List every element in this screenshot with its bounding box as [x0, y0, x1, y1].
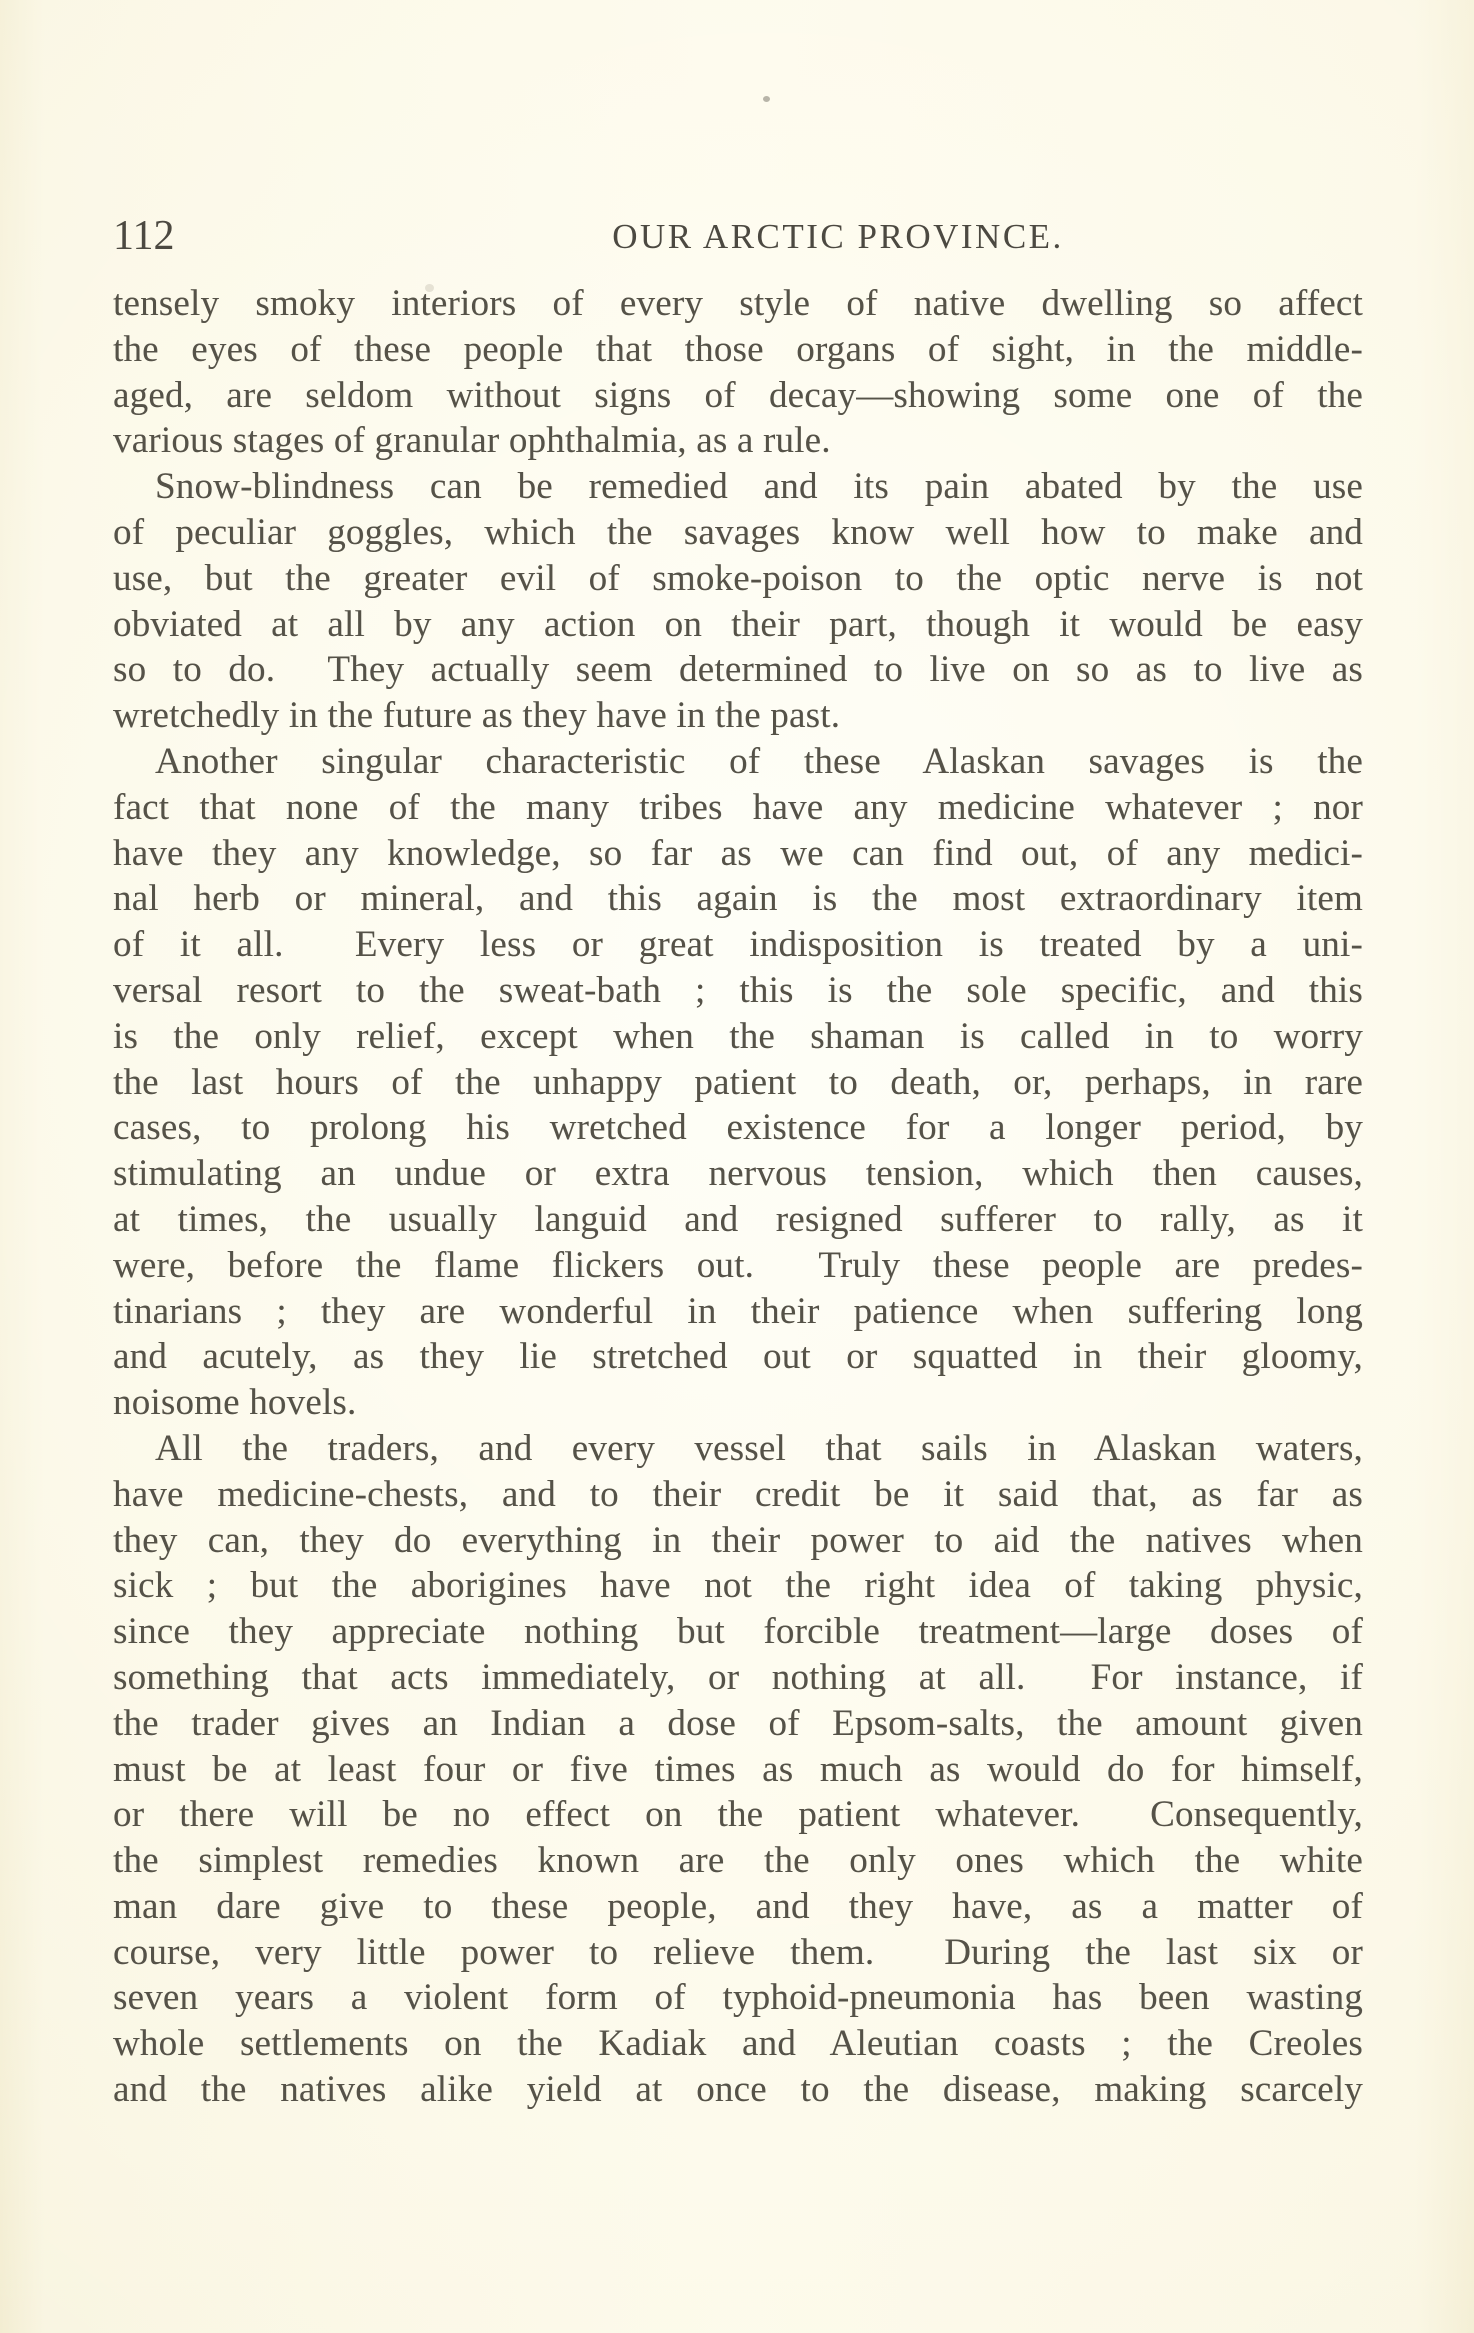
text-line: and acutely, as they lie stretched out or squatted in their gloomy, [113, 1336, 1363, 1378]
text-line: since they appreciate nothing but forcible treatment—large doses of [113, 1611, 1363, 1653]
text-line: various stages of granular ophthalmia, as a rule. [113, 420, 831, 462]
text-line: noisome hovels. [113, 1382, 357, 1424]
text-line: the trader gives an Indian a dose of Epsom-salts, the amount given [113, 1702, 1363, 1744]
text-line: Another singular characteristic of these Alaskan savages is the [155, 740, 1363, 782]
page-number: 112 [113, 213, 175, 259]
text-line: seven years a violent form of typhoid-pneumonia has been wasting [113, 1977, 1363, 2019]
text-line: whole settlements on the Kadiak and Aleutian coasts ; the Creoles [113, 2023, 1363, 2065]
text-line: they can, they do everything in their power to aid the natives when [113, 1519, 1363, 1561]
text-line: cases, to prolong his wretched existence for a longer period, by [113, 1107, 1363, 1149]
text-line: or there will be no effect on the patient whatever. Consequently, [113, 1794, 1363, 1836]
text-line: tinarians ; they are wonderful in their patience when suffering long [113, 1290, 1363, 1332]
text-line: so to do. They actually seem determined to live on so as to live as [113, 649, 1363, 691]
text-line: obviated at all by any action on their part, though it would be easy [113, 603, 1363, 645]
text-line: fact that none of the many tribes have any medicine whatever ; nor [113, 786, 1363, 828]
text-line: All the traders, and every vessel that sails in Alaskan waters, [155, 1427, 1363, 1469]
text-line: stimulating an undue or extra nervous tension, which then causes, [113, 1153, 1363, 1195]
text-block [113, 281, 1363, 2113]
running-title: OUR ARCTIC PROVINCE. [612, 217, 1064, 256]
text-line: of it all. Every less or great indisposition is treated by a uni- [113, 924, 1363, 966]
text-line: tensely smoky interiors of every style of native dwelling so affect [113, 283, 1363, 324]
text-line: something that acts immediately, or nothing at all. For instance, if [113, 1656, 1363, 1698]
text-line: man dare give to these people, and they have, as a matter of [113, 1885, 1363, 1927]
text-line: the simplest remedies known are the only ones which the white [113, 1840, 1363, 1882]
text-line: were, before the flame flickers out. Truly these people are predes- [113, 1244, 1363, 1286]
text-line: and the natives alike yield at once to the disease, making scarcely [113, 2069, 1363, 2111]
text-line: aged, are seldom without signs of decay—showing some one of the [113, 374, 1363, 416]
text-line: at times, the usually languid and resigned sufferer to rally, as it [113, 1198, 1363, 1240]
text-line: must be at least four or five times as much as would do for himself, [113, 1748, 1363, 1790]
text-line: the eyes of these people that those organs of sight, in the middle- [113, 328, 1363, 370]
text-line: Snow-blindness can be remedied and its pain abated by the use [155, 466, 1363, 508]
text-line: have medicine-chests, and to their credit be it said that, as far as [113, 1473, 1363, 1515]
scan-speck [763, 96, 770, 102]
text-line: versal resort to the sweat-bath ; this is the sole specific, and this [113, 969, 1363, 1011]
text-line: of peculiar goggles, which the savages know well how to make and [113, 511, 1363, 553]
text-line: nal herb or mineral, and this again is the most extraordinary item [113, 878, 1363, 920]
text-line: wretchedly in the future as they have in the past. [113, 695, 841, 737]
text-line: the last hours of the unhappy patient to death, or, perhaps, in rare [113, 1061, 1363, 1103]
text-line: is the only relief, except when the shaman is called in to worry [113, 1015, 1363, 1057]
text-line: have they any knowledge, so far as we can find out, of any medici- [113, 832, 1363, 874]
text-line: course, very little power to relieve them. During the last six or [113, 1931, 1363, 1973]
text-line: sick ; but the aborigines have not the right idea of taking physic, [113, 1565, 1363, 1607]
text-line: use, but the greater evil of smoke-poison to the optic nerve is not [113, 557, 1363, 599]
